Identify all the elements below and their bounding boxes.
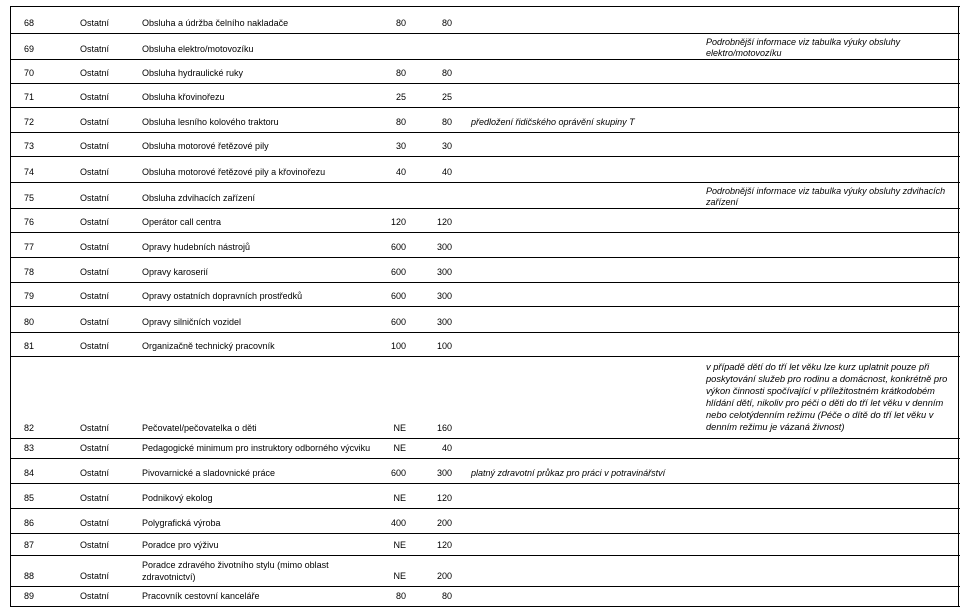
row-border	[10, 132, 960, 133]
value-cell-1: 30	[395, 141, 406, 151]
row-border	[10, 182, 960, 183]
value-cell-2: 120	[436, 540, 452, 550]
row-border	[10, 306, 960, 307]
row-border	[10, 483, 960, 484]
value-cell-2: 80	[441, 591, 452, 601]
row-number: 68	[23, 18, 34, 28]
category-cell: Ostatní	[80, 443, 110, 453]
value-cell-2: 40	[441, 443, 452, 453]
category-cell: Ostatní	[80, 141, 110, 151]
row-number: 75	[23, 193, 34, 203]
value-cell-2: 80	[441, 68, 452, 78]
name-cell: Obsluha hydraulické ruky	[142, 68, 244, 78]
row-border	[10, 33, 960, 34]
name-cell: Obsluha a údržba čelního nakladače	[142, 18, 289, 28]
value-cell-1: NE	[393, 493, 406, 503]
category-cell: Ostatní	[80, 317, 110, 327]
row-number: 81	[23, 341, 34, 351]
name-cell: Organizačně technický pracovník	[142, 341, 275, 351]
category-cell: Ostatní	[80, 68, 110, 78]
category-cell: Ostatní	[80, 468, 110, 478]
row-border	[10, 6, 960, 7]
row-border	[10, 257, 960, 258]
category-cell: Ostatní	[80, 493, 110, 503]
row-number: 70	[23, 68, 34, 78]
value-cell-2: 40	[441, 167, 452, 177]
row-number: 86	[23, 518, 34, 528]
row-border	[10, 458, 960, 459]
value-cell-1: 600	[390, 242, 406, 252]
name-cell: Pivovarnické a sladovnické práce	[142, 468, 276, 478]
value-cell-1: NE	[393, 443, 406, 453]
row-number: 76	[23, 217, 34, 227]
row-number: 89	[23, 591, 34, 601]
category-cell: Ostatní	[80, 518, 110, 528]
row-number: 82	[23, 423, 34, 433]
name-cell: Opravy hudebních nástrojů	[142, 242, 251, 252]
row-number: 83	[23, 443, 34, 453]
category-cell: Ostatní	[80, 92, 110, 102]
row-border	[10, 83, 960, 84]
row-border	[10, 282, 960, 283]
category-cell: Ostatní	[80, 167, 110, 177]
name-cell: Obsluha křovinořezu	[142, 92, 225, 102]
category-cell: Ostatní	[80, 291, 110, 301]
row-number: 84	[23, 468, 34, 478]
value-cell-2: 200	[436, 518, 452, 528]
category-cell: Ostatní	[80, 591, 110, 601]
name-cell: Opravy karoserií	[142, 267, 209, 277]
category-cell: Ostatní	[80, 242, 110, 252]
name-cell: Obsluha motorové řetězové pily a křovinořezu	[142, 167, 326, 177]
row-border	[10, 356, 960, 357]
name-cell: Pečovatel/pečovatelka o děti	[142, 423, 257, 433]
value-cell-1: 80	[395, 117, 406, 127]
row-border	[10, 332, 960, 333]
category-cell: Ostatní	[80, 267, 110, 277]
value-cell-2: 30	[441, 141, 452, 151]
value-cell-1: 600	[390, 267, 406, 277]
row-number: 71	[23, 92, 34, 102]
row-border	[10, 107, 960, 108]
row-number: 78	[23, 267, 34, 277]
category-cell: Ostatní	[80, 18, 110, 28]
row-border	[10, 438, 960, 439]
value-cell-2: 300	[436, 468, 452, 478]
row-number: 80	[23, 317, 34, 327]
category-cell: Ostatní	[80, 423, 110, 433]
value-cell-1: NE	[393, 571, 406, 581]
value-cell-1: 40	[395, 167, 406, 177]
name-cell: Poradce pro výživu	[142, 540, 219, 550]
category-cell: Ostatní	[80, 217, 110, 227]
value-cell-2: 200	[436, 571, 452, 581]
value-cell-2: 100	[436, 341, 452, 351]
value-cell-2: 300	[436, 317, 452, 327]
row-number: 88	[23, 571, 34, 581]
row-number: 85	[23, 493, 34, 503]
value-cell-2: 120	[436, 493, 452, 503]
value-cell-1: 600	[390, 468, 406, 478]
name-cell: Pracovník cestovní kanceláře	[142, 591, 260, 601]
note-cell: v případě dětí do tří let věku lze kurz uplatnit pouze při poskytování služeb pro rodinu a domácnost, konkrétně pro výkon činnosti spočívající v příležitostném krátkodobém hlídání dětí, nikoliv pro péči o děti do tří let věku v denním nebo celotýdenním režimu (Péče o dítě do tří let věku v denním režimu je vázaná živnost)	[706, 362, 948, 432]
value-cell-2: 160	[436, 423, 452, 433]
row-number: 72	[23, 117, 34, 127]
row-border	[10, 232, 960, 233]
value-cell-2: 300	[436, 291, 452, 301]
value-cell-1: 600	[390, 291, 406, 301]
value-cell-2: 80	[441, 117, 452, 127]
value-cell-1: 25	[395, 92, 406, 102]
value-cell-1: 80	[395, 591, 406, 601]
name-cell: Operátor call centra	[142, 217, 222, 227]
row-number: 87	[23, 540, 34, 550]
category-cell: Ostatní	[80, 341, 110, 351]
value-cell-2: 300	[436, 242, 452, 252]
name-cell: Polygrafická výroba	[142, 518, 221, 528]
name-cell: Obsluha zdvihacích zařízení	[142, 193, 256, 203]
value-cell-1: 80	[395, 68, 406, 78]
value-cell-1: 100	[390, 341, 406, 351]
row-number: 69	[23, 44, 34, 54]
value-cell-1: 80	[395, 18, 406, 28]
category-cell: Ostatní	[80, 117, 110, 127]
value-cell-2: 25	[441, 92, 452, 102]
name-cell: Obsluha motorové řetězové pily	[142, 141, 269, 151]
row-number: 73	[23, 141, 34, 151]
value-cell-1: 120	[390, 217, 406, 227]
row-border	[10, 156, 960, 157]
name-cell: Opravy silničních vozidel	[142, 317, 242, 327]
name-cell: Podnikový ekolog	[142, 493, 213, 503]
value-cell-1: 600	[390, 317, 406, 327]
value-cell-1: 400	[390, 518, 406, 528]
row-number: 74	[23, 167, 34, 177]
name-cell: Pedagogické minimum pro instruktory odborného výcviku	[142, 443, 371, 453]
name-cell: Poradce zdravého životního stylu (mimo oblast zdravotnictví)	[142, 560, 329, 582]
value-cell-2: 300	[436, 267, 452, 277]
value-cell-2: 120	[436, 217, 452, 227]
name-cell: Opravy ostatních dopravních prostředků	[142, 291, 303, 301]
row-border	[10, 586, 960, 587]
category-cell: Ostatní	[80, 44, 110, 54]
note-cell: Podrobnější informace viz tabulka výuky obsluhy zdvihacích zařízení	[706, 186, 946, 208]
note-cell: Podrobnější informace viz tabulka výuky obsluhy elektro/motovozíku	[706, 37, 901, 59]
category-cell: Ostatní	[80, 193, 110, 203]
row-border	[10, 508, 960, 509]
value-cell-1: NE	[393, 540, 406, 550]
row-border	[10, 555, 960, 556]
row-number: 79	[23, 291, 34, 301]
row-border	[10, 533, 960, 534]
category-cell: Ostatní	[80, 540, 110, 550]
value-cell-2: 80	[441, 18, 452, 28]
value-cell-1: NE	[393, 423, 406, 433]
row-number: 77	[23, 242, 34, 252]
name-cell: Obsluha lesního kolového traktoru	[142, 117, 279, 127]
note-cell: platný zdravotní průkaz pro práci v potravinářství	[471, 468, 666, 478]
category-cell: Ostatní	[80, 571, 110, 581]
note-cell: předložení řidičského oprávění skupiny T	[471, 117, 635, 127]
name-cell: Obsluha elektro/motovozíku	[142, 44, 254, 54]
